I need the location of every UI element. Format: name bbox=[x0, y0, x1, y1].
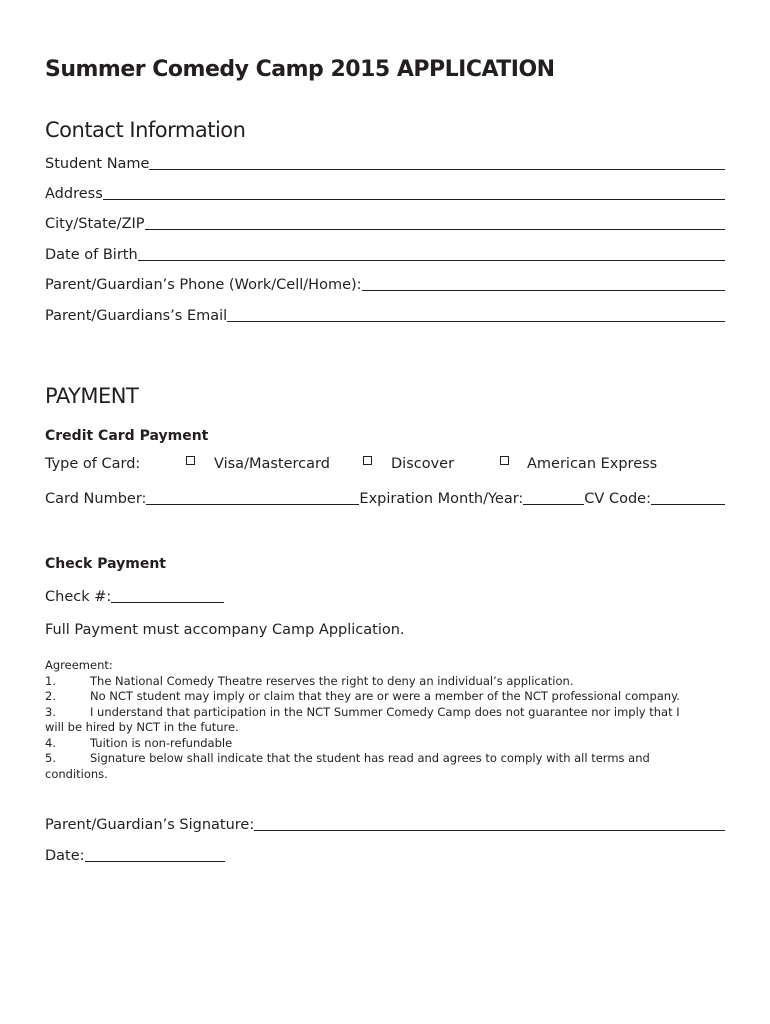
card-type-row bbox=[45, 456, 725, 476]
agreement-number: 4. bbox=[45, 735, 56, 750]
student-name-field[interactable] bbox=[45, 152, 725, 172]
agreement-number: 1. bbox=[45, 673, 56, 688]
agreement-number: 2. bbox=[45, 689, 56, 703]
agreement-continuation: conditions. bbox=[45, 766, 108, 781]
student-name-label: Student Name bbox=[45, 156, 150, 172]
agreement-text: Tuition is non-refundable bbox=[90, 735, 233, 750]
date-line[interactable] bbox=[85, 847, 225, 862]
agreement-heading: Agreement: bbox=[45, 658, 113, 672]
agreement-number: 5. bbox=[45, 751, 56, 765]
expiration-label: Expiration Month/Year: bbox=[359, 491, 524, 507]
email-field[interactable] bbox=[45, 304, 725, 324]
agreement-text: The National Comedy Theatre reserves the right to deny an individual’s application. bbox=[90, 673, 574, 688]
credit-card-heading: Credit Card Payment bbox=[45, 428, 209, 444]
signature-label: Parent/Guardian’s Signature: bbox=[45, 817, 255, 833]
agreement-continuation: will be hired by NCT in the future. bbox=[45, 720, 239, 734]
cv-code-line[interactable] bbox=[651, 490, 725, 505]
check-number-field[interactable] bbox=[45, 585, 224, 605]
american-express-checkbox[interactable] bbox=[500, 456, 509, 465]
signature-field[interactable] bbox=[45, 813, 725, 833]
card-type-label: Type of Card: bbox=[45, 456, 141, 472]
agreement-item bbox=[45, 751, 725, 767]
address-line[interactable] bbox=[103, 185, 725, 200]
agreement-item bbox=[45, 736, 725, 752]
visa-mastercard-label: Visa/Mastercard bbox=[214, 456, 330, 472]
card-number-row bbox=[45, 487, 725, 507]
date-of-birth-line[interactable] bbox=[138, 246, 725, 261]
date-field[interactable] bbox=[45, 844, 225, 864]
city-state-zip-label: City/State/ZIP bbox=[45, 216, 145, 232]
card-number-line[interactable] bbox=[146, 490, 359, 505]
agreement-item bbox=[45, 674, 725, 690]
card-number-label: Card Number: bbox=[45, 491, 147, 507]
cv-code-label: CV Code: bbox=[584, 491, 651, 507]
american-express-label: American Express bbox=[527, 456, 658, 472]
expiration-line[interactable] bbox=[523, 490, 584, 505]
email-label: Parent/Guardians’s Email bbox=[45, 308, 228, 324]
agreement-text: No NCT student may imply or claim that they are or were a member of the NCT professional company. bbox=[90, 689, 680, 703]
form-title: Summer Comedy Camp 2015 APPLICATION bbox=[45, 57, 555, 82]
phone-line[interactable] bbox=[362, 276, 725, 291]
agreement-item bbox=[45, 705, 725, 721]
phone-field[interactable] bbox=[45, 273, 725, 293]
student-name-line[interactable] bbox=[149, 155, 725, 170]
address-label: Address bbox=[45, 186, 103, 202]
discover-label: Discover bbox=[391, 456, 455, 472]
date-label: Date: bbox=[45, 848, 85, 864]
contact-heading: Contact Information bbox=[45, 118, 246, 142]
date-of-birth-label: Date of Birth bbox=[45, 247, 138, 263]
signature-line[interactable] bbox=[254, 816, 725, 831]
discover-checkbox[interactable] bbox=[363, 456, 372, 465]
visa-mastercard-checkbox[interactable] bbox=[186, 456, 195, 465]
phone-label: Parent/Guardian’s Phone (Work/Cell/Home): bbox=[45, 277, 362, 293]
check-number-line[interactable] bbox=[111, 588, 224, 603]
agreement-text: I understand that participation in the NCT Summer Comedy Camp does not guarantee nor imply that I bbox=[90, 704, 680, 719]
payment-note: Full Payment must accompany Camp Application. bbox=[45, 622, 405, 638]
payment-heading: PAYMENT bbox=[45, 384, 139, 408]
date-of-birth-field[interactable] bbox=[45, 243, 725, 263]
agreement-number: 3. bbox=[45, 704, 56, 719]
city-state-zip-line[interactable] bbox=[145, 215, 725, 230]
check-payment-heading: Check Payment bbox=[45, 556, 166, 572]
city-state-zip-field[interactable] bbox=[45, 212, 725, 232]
agreement-text: Signature below shall indicate that the student has read and agrees to comply with all terms and bbox=[90, 751, 650, 765]
address-field[interactable] bbox=[45, 182, 725, 202]
agreement-item bbox=[45, 689, 725, 705]
check-number-label: Check #: bbox=[45, 589, 112, 605]
agreement-section bbox=[45, 658, 725, 782]
email-line[interactable] bbox=[227, 307, 725, 322]
